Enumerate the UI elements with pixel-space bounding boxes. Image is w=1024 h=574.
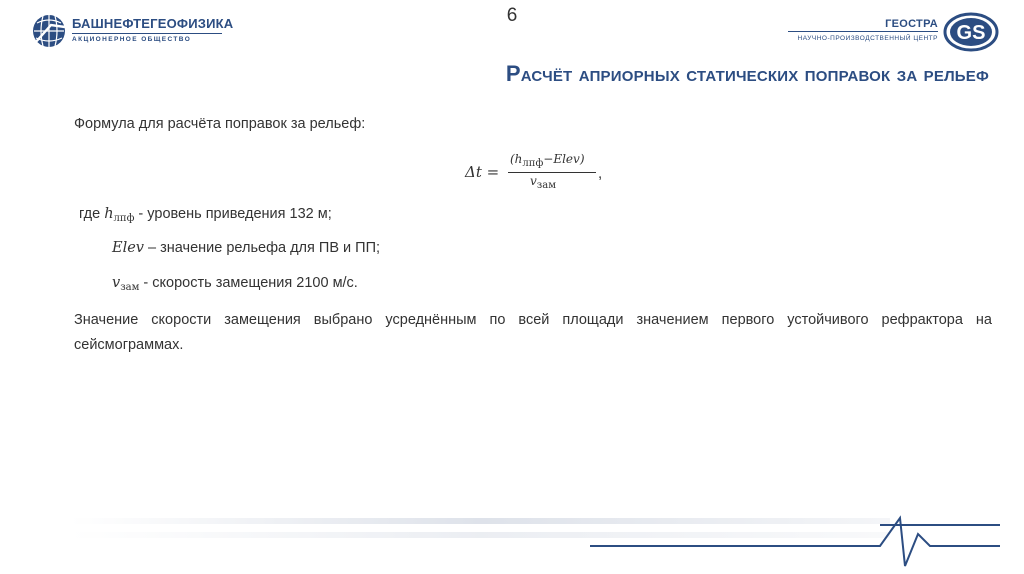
slide-title: Расчёт априорных статических поправок за рельеф	[505, 61, 989, 86]
formula-intro: Формула для расчёта поправок за рельеф:	[74, 116, 366, 132]
definition-elev: Elev – значение рельефа для ПВ и ПП;	[112, 240, 381, 256]
formula	[465, 152, 625, 194]
explanation-paragraph: Значение скорости замещения выбрано усреднённым по всей площади значением первого устойчивого рефрактора на сейсмограммах.	[74, 312, 992, 353]
company-subtitle: АКЦИОНЕРНОЕ ОБЩЕСТВО	[72, 33, 222, 43]
definition-h: где $h_{лпф}$ - уровень приведения 132 м;	[79, 206, 332, 224]
company-name: БАШНЕФТЕГЕОФИЗИКА	[72, 16, 234, 31]
geostra-logo	[779, 12, 999, 52]
logo-divider	[788, 31, 938, 32]
fraction-bar	[508, 172, 596, 173]
geostra-name: ГЕОСТРА	[885, 18, 938, 30]
formula-numerator: $(h_{лпф}-Elev)$	[510, 152, 585, 169]
formula-denominator: $v_{зам}$	[530, 174, 556, 191]
slide-number: 6	[506, 5, 518, 26]
gs-badge-icon	[943, 12, 999, 52]
geostra-subtitle: НАУЧНО-ПРОИЗВОДСТВЕННЫЙ ЦЕНТР	[797, 35, 938, 42]
formula-lhs: Δt =	[465, 163, 500, 181]
formula-comma: ,	[598, 165, 603, 182]
seismic-pulse-icon	[0, 510, 1024, 574]
definition-v: $v_{зам}$ - скорость замещения 2100 м/с.	[112, 275, 358, 293]
gs-badge-text: GS	[956, 22, 986, 44]
